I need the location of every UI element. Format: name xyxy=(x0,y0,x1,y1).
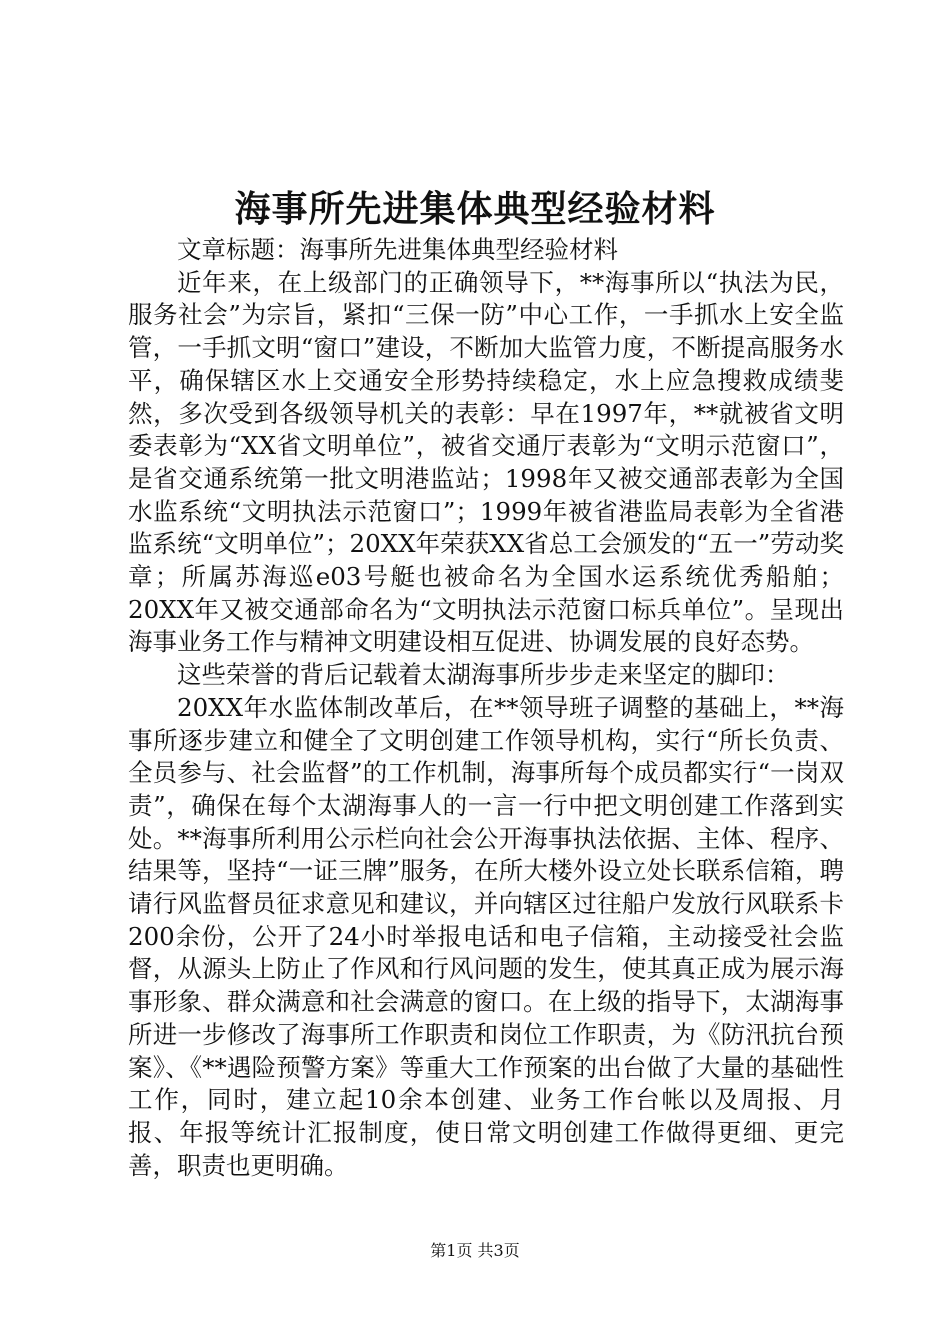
paragraph-intro: 近年来，在上级部门的正确领导下，**海事所以“执法为民，服务社会”为宗旨，紧扣“三保一防”中心工作，一手抓水上安全监管，一手抓文明“窗口”建设，不断加大监管力度，不断提高服务水平，确保辖区水上交通安全形势持续稳定，水上应急搜救成绩斐然，多次受到各级领导机关的表彰：早在1997年，**就被省文明委表彰为“XX省文明单位”，被省交通厅表彰为“文明示范窗口”，是省交通系统第一批文明港监站；1998年又被交通部表彰为全国水监系统“文明执法示范窗口”；1999年被省港监局表彰为全省港监系统“文明单位”；20XX年荣获XX省总工会颁发的“五一”劳动奖章；所属苏海巡e03号艇也被命名为全国水运系统优秀船舶；20XX年又被交通部命名为“文明执法示范窗口标兵单位”。呈现出海事业务工作与精神文明建设相互促进、协调发展的良好态势。 xyxy=(128,267,844,657)
paragraph-article-title: 文章标题：海事所先进集体典型经验材料 xyxy=(177,235,618,264)
document-title: 海事所先进集体典型经验材料 xyxy=(234,188,716,230)
paragraph-reform: 20XX年水监体制改革后，在**领导班子调整的基础上，**海事所逐步建立和健全了文明创建工作领导机构，实行“所长负责、全员参与、社会监督”的工作机制，海事所每个成员都实行“一岗双责”，确保在每个太湖海事人的一言一行中把文明创建工作落到实处。**海事所利用公示栏向社会公开海事执法依据、主体、程序、结果等，坚持“一证三牌”服务，在所大楼外设立处长联系信箱，聘请行风监督员征求意见和建议，并向辖区过往船户发放行风联系卡200余份，公开了24小时举报电话和电子信箱，主动接受社会监督，从源头上防止了作风和行风问题的发生，使其真正成为展示海事形象、群众满意和社会满意的窗口。在上级的指导下，太湖海事所进一步修改了海事所工作职责和岗位工作职责，为《防汛抗台预案》、《**遇险预警方案》等重大工作预案的出台做了大量的基础性工作，同时，建立起10余本创建、业务工作台帐以及周报、月报、年报等统计汇报制度，使日常文明创建工作做得更细、更完善，职责也更明确。 xyxy=(128,692,844,1180)
page-number-footer: 第1页 共3页 xyxy=(430,1241,520,1260)
document-body xyxy=(128,234,844,1182)
paragraph-transition: 这些荣誉的背后记载着太湖海事所步步走来坚定的脚印： xyxy=(177,660,790,690)
